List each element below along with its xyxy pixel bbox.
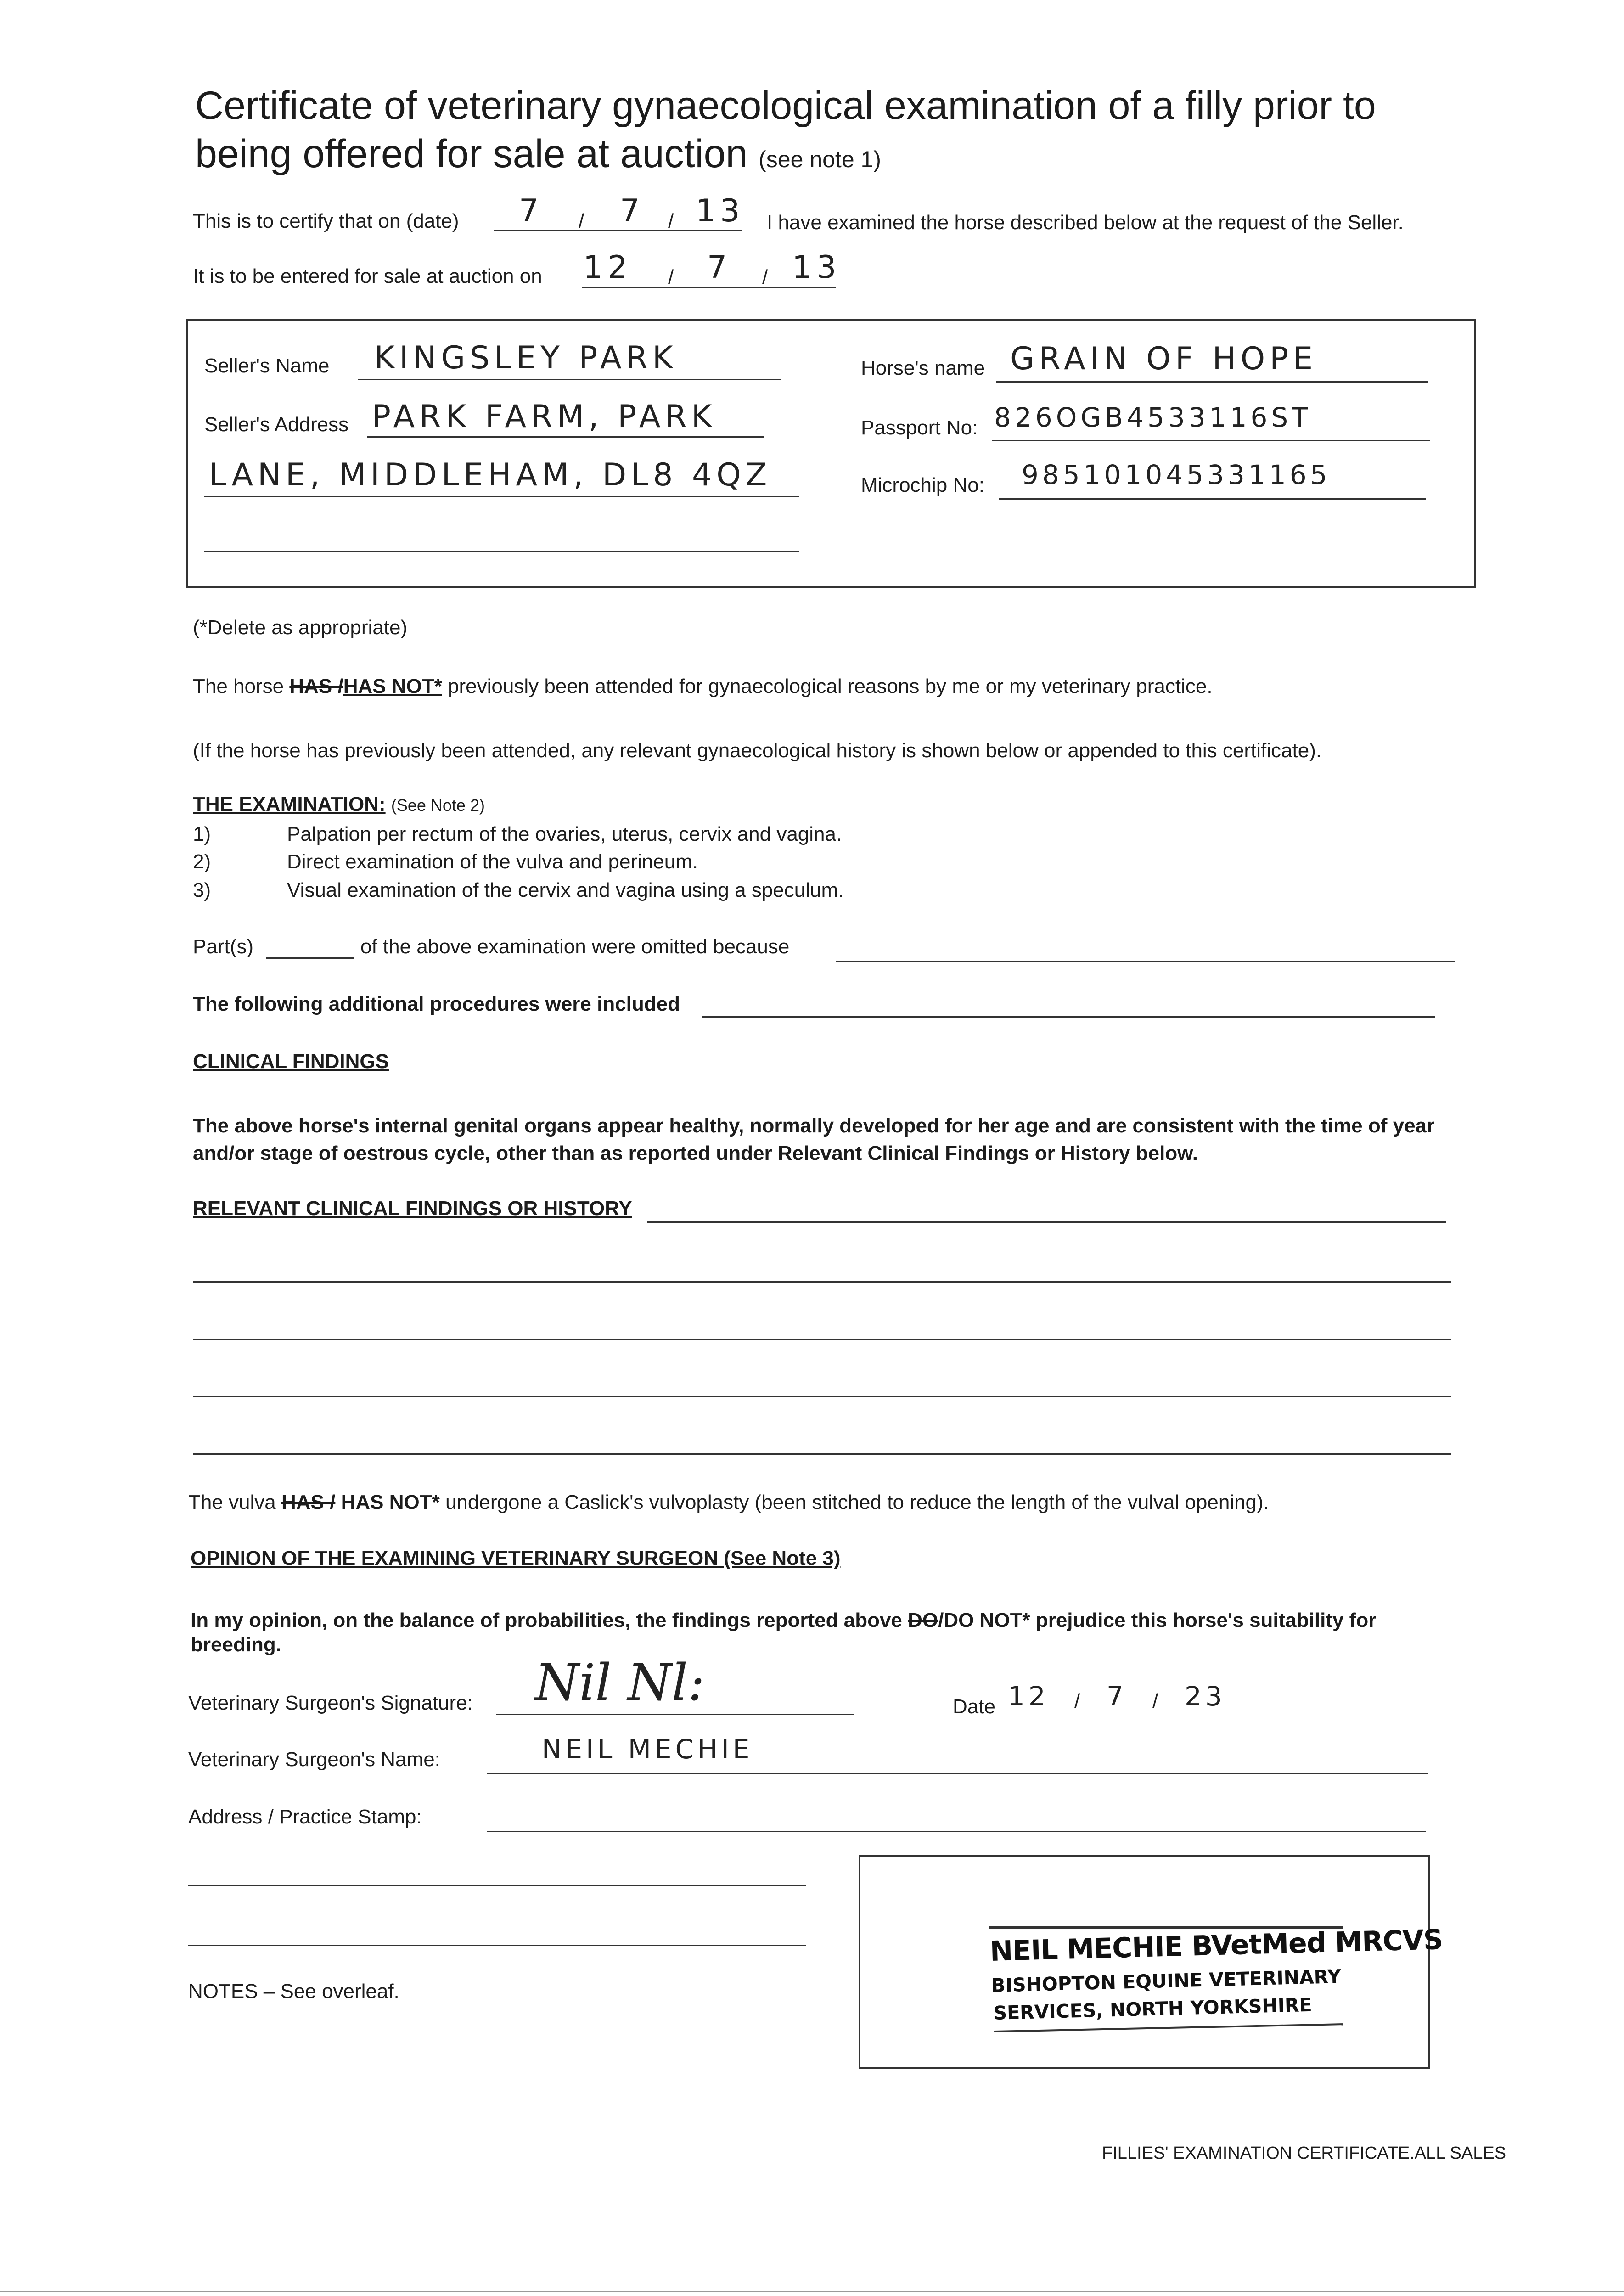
practice-address-line bbox=[188, 1885, 806, 1886]
stamp-line-3: SERVICES, NORTH YORKSHIRE bbox=[993, 1993, 1313, 2024]
date-separator: / bbox=[579, 210, 584, 232]
seller-address-line-3 bbox=[204, 551, 799, 552]
findings-line bbox=[193, 1339, 1451, 1340]
seller-address-value-2: LANE, MIDDLEHAM, DL8 4QZ bbox=[209, 457, 772, 493]
horse-name-label: Horse's name bbox=[861, 357, 985, 379]
seller-name-value: KINGSLEY PARK bbox=[374, 340, 678, 376]
practice-stamp-label: Address / Practice Stamp: bbox=[188, 1806, 422, 1828]
surgeon-date-year: 23 bbox=[1185, 1681, 1226, 1712]
certify-day: 7 bbox=[519, 193, 544, 229]
signature-label: Veterinary Surgeon's Signature: bbox=[188, 1692, 473, 1714]
opinion-struck-option: DO bbox=[908, 1609, 938, 1632]
vulva-prefix: The vulva bbox=[188, 1491, 276, 1514]
certify-date-line bbox=[494, 230, 742, 231]
exam-item-text-1: Palpation per rectum of the ovaries, uterus, cervix and vagina. bbox=[287, 823, 842, 845]
omitted-prefix: Part(s) bbox=[193, 935, 253, 958]
additional-procedures-label: The following additional procedures were included bbox=[193, 993, 680, 1015]
vulva-suffix: undergone a Caslick's vulvoplasty (been stitched to reduce the length of the vulval opening). bbox=[445, 1491, 1269, 1514]
passport-line bbox=[992, 440, 1430, 441]
sale-date-line bbox=[582, 287, 836, 288]
seller-address-line-2 bbox=[204, 496, 799, 497]
relevant-findings-heading: RELEVANT CLINICAL FINDINGS OR HISTORY bbox=[193, 1197, 632, 1220]
sale-month: 7 bbox=[707, 249, 732, 286]
attended-suffix: previously been attended for gynaecological reasons by me or my veterinary practice. bbox=[448, 675, 1213, 698]
opinion-suffix: /DO NOT* prejudice this horse's suitability for bbox=[938, 1609, 1377, 1632]
passport-value: 826OGB4533116ST bbox=[994, 402, 1312, 433]
opinion-line-1 bbox=[191, 1608, 1376, 1633]
sale-prefix: It is to be entered for sale at auction on bbox=[193, 265, 542, 287]
microchip-label: Microchip No: bbox=[861, 474, 984, 496]
findings-line bbox=[193, 1396, 1451, 1397]
title-line-1: Certificate of veterinary gynaecological examination of a filly prior to bbox=[195, 84, 1376, 128]
omitted-mid: of the above examination were omitted because bbox=[360, 935, 790, 958]
opinion-line-2: breeding. bbox=[191, 1633, 282, 1656]
vulva-choice: HAS NOT* bbox=[341, 1491, 440, 1514]
footer-label: FILLIES' EXAMINATION CERTIFICATE.ALL SALES bbox=[1102, 2144, 1506, 2163]
signature: Nil Nl: bbox=[535, 1653, 705, 1712]
surgeon-date-label: Date bbox=[953, 1695, 995, 1718]
relevant-findings-line bbox=[647, 1221, 1446, 1223]
exam-item-num-2: 2) bbox=[193, 850, 211, 873]
date-separator: / bbox=[762, 266, 768, 288]
passport-label: Passport No: bbox=[861, 416, 978, 439]
surgeon-date-month: 7 bbox=[1107, 1681, 1127, 1712]
horse-name-line bbox=[996, 381, 1428, 383]
signature-line bbox=[496, 1714, 854, 1715]
sale-day: 12 bbox=[583, 249, 632, 286]
certify-year: 13 bbox=[696, 193, 745, 229]
vulva-struck-option: HAS / bbox=[281, 1491, 336, 1514]
practice-address-line bbox=[188, 1945, 806, 1946]
seller-name-line bbox=[358, 379, 781, 380]
date-separator: / bbox=[668, 266, 674, 288]
date-separator: / bbox=[1074, 1690, 1080, 1712]
attended-statement bbox=[193, 674, 1213, 699]
microchip-line bbox=[999, 498, 1426, 500]
page-bottom-edge bbox=[0, 2291, 1624, 2292]
clinical-statement-2: and/or stage of oestrous cycle, other than as reported under Relevant Clinical Findings or History below. bbox=[193, 1142, 1198, 1165]
date-separator: / bbox=[1152, 1690, 1158, 1712]
seller-address-label: Seller's Address bbox=[204, 413, 349, 436]
examination-note: (See Note 2) bbox=[391, 796, 485, 815]
seller-address-value-1: PARK FARM, PARK bbox=[372, 399, 717, 435]
title-note: (see note 1) bbox=[759, 146, 881, 172]
omitted-parts-line bbox=[266, 957, 354, 959]
vulva-statement bbox=[188, 1490, 1269, 1515]
practice-address-line bbox=[487, 1831, 1426, 1832]
certify-month: 7 bbox=[620, 193, 645, 229]
history-note: (If the horse has previously been attended, any relevant gynaecological history is shown below or appended to this certificate). bbox=[193, 739, 1322, 762]
omitted-reason-line bbox=[836, 961, 1455, 962]
examination-heading-row bbox=[193, 792, 485, 818]
findings-line bbox=[193, 1453, 1451, 1455]
exam-item-text-3: Visual examination of the cervix and vagina using a speculum. bbox=[287, 879, 844, 901]
findings-line bbox=[193, 1281, 1451, 1283]
clinical-statement-1: The above horse's internal genital organs appear healthy, normally developed for her age and are consistent with the time of year bbox=[193, 1114, 1435, 1137]
examination-heading: THE EXAMINATION: bbox=[193, 793, 386, 816]
surgeon-date-day: 12 bbox=[1008, 1681, 1049, 1712]
exam-item-num-1: 1) bbox=[193, 823, 211, 845]
seller-name-label: Seller's Name bbox=[204, 355, 330, 377]
sale-year: 13 bbox=[792, 249, 841, 286]
notes-reference: NOTES – See overleaf. bbox=[188, 1980, 399, 2003]
stamp-line-2: BISHOPTON EQUINE VETERINARY bbox=[991, 1965, 1342, 1997]
surgeon-name-label: Veterinary Surgeon's Name: bbox=[188, 1748, 440, 1771]
title-line-2-text: being offered for sale at auction bbox=[195, 132, 748, 176]
date-separator: / bbox=[668, 210, 674, 232]
surgeon-name-line bbox=[487, 1773, 1428, 1774]
stamp-line-1: NEIL MECHIE BVetMed MRCVS bbox=[989, 1924, 1443, 1968]
title-line-2 bbox=[195, 131, 881, 182]
opinion-prefix: In my opinion, on the balance of probabilities, the findings reported above bbox=[191, 1609, 902, 1632]
attended-prefix: The horse bbox=[193, 675, 284, 698]
opinion-heading: OPINION OF THE EXAMINING VETERINARY SURGEON (See Note 3) bbox=[191, 1547, 841, 1570]
delete-note: (*Delete as appropriate) bbox=[193, 616, 408, 639]
attended-choice: HAS NOT* bbox=[343, 675, 442, 698]
clinical-findings-heading: CLINICAL FINDINGS bbox=[193, 1050, 389, 1073]
microchip-value: 985101045331165 bbox=[1022, 459, 1331, 490]
attended-struck-option: HAS / bbox=[289, 675, 343, 698]
exam-item-num-3: 3) bbox=[193, 879, 211, 901]
seller-address-line-1 bbox=[367, 436, 764, 438]
surgeon-name-value: NEIL MECHIE bbox=[542, 1733, 753, 1765]
certify-prefix: This is to certify that on (date) bbox=[193, 210, 459, 232]
exam-item-text-2: Direct examination of the vulva and perineum. bbox=[287, 850, 698, 873]
additional-procedures-line bbox=[702, 1016, 1435, 1018]
certify-suffix: I have examined the horse described below at the request of the Seller. bbox=[767, 211, 1404, 234]
horse-name-value: GRAIN OF HOPE bbox=[1010, 341, 1318, 377]
